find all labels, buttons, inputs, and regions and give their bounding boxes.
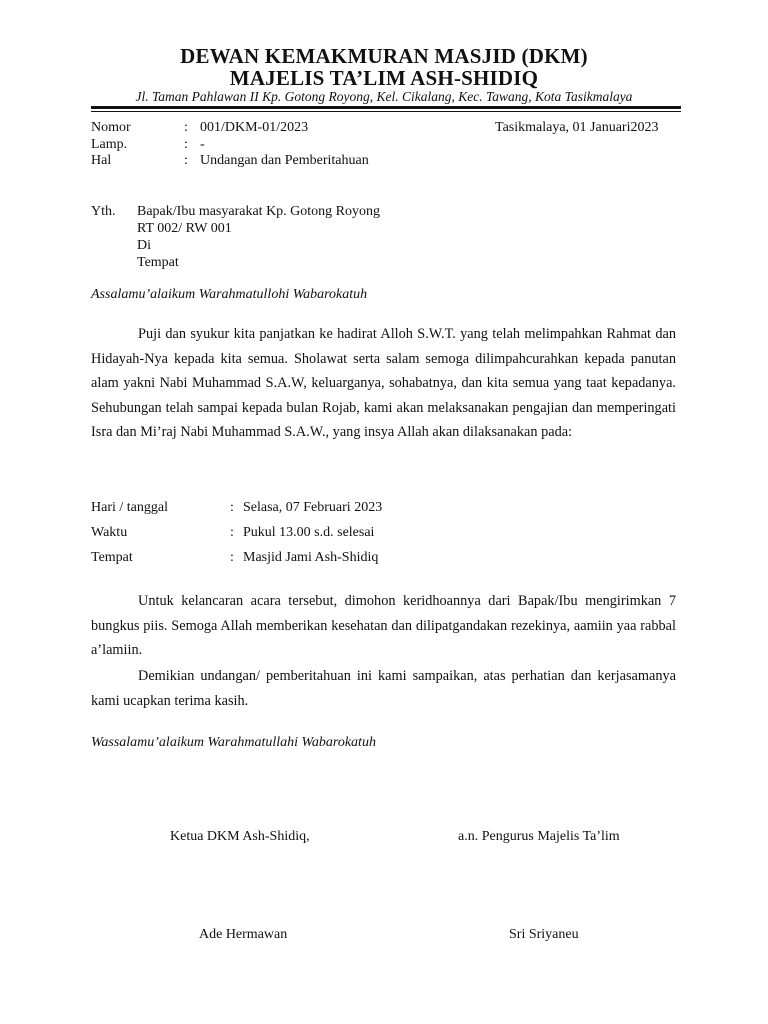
event-date-colon: : — [230, 500, 234, 515]
nomor-label: Nomor — [91, 120, 131, 135]
event-date-value: Selasa, 07 Februari 2023 — [243, 500, 383, 515]
recipient-line-2: RT 002/ RW 001 — [137, 221, 232, 236]
event-date-label: Hari / tanggal — [91, 500, 168, 515]
signature-left-name: Ade Hermawan — [199, 927, 288, 942]
nomor-colon: : — [184, 120, 188, 135]
signature-right-title: a.n. Pengurus Majelis Ta’lim — [458, 829, 620, 844]
hal-value: Undangan dan Pemberitahuan — [200, 153, 369, 168]
letterhead-address: Jl. Taman Pahlawan II Kp. Gotong Royong, Kel. Cikalang, Kec. Tawang, Kota Tasikmalaya — [135, 89, 633, 104]
letterhead-divider-thin — [91, 111, 681, 112]
hal-label: Hal — [91, 153, 112, 168]
nomor-value: 001/DKM-01/2023 — [200, 120, 309, 135]
signature-left-title: Ketua DKM Ash-Shidiq, — [170, 829, 310, 844]
closing-greeting: Wassalamu’alaikum Warahmatullahi Wabarokatuh — [91, 735, 376, 750]
lamp-value: - — [200, 137, 205, 152]
recipient-line-4: Tempat — [137, 255, 179, 270]
opening-greeting: Assalamu’alaikum Warahmatullohi Wabarokatuh — [91, 287, 368, 302]
lamp-label: Lamp. — [91, 137, 128, 152]
body-paragraph-2: Untuk kelancaran acara tersebut, dimohon keridhoannya dari Bapak/Ibu mengirimkan 7 bungkus piis. Semoga Allah memberikan kesehatan dan dilipatgandakan rezekinya, aamiin yaa rabbal a’lamiin. — [91, 593, 676, 658]
letterhead-title: DEWAN KEMAKMURAN MASJID (DKM) — [180, 44, 588, 68]
event-place-value: Masjid Jami Ash-Shidiq — [243, 550, 379, 565]
event-time-value: Pukul 13.00 s.d. selesai — [243, 525, 375, 540]
event-place-colon: : — [230, 550, 234, 565]
event-time-label: Waktu — [91, 525, 128, 540]
signature-right-name: Sri Sriyaneu — [509, 927, 579, 942]
recipient-line-3: Di — [137, 238, 151, 253]
body-paragraph-3: Demikian undangan/ pemberitahuan ini kami sampaikan, atas perhatian dan kerjasamanya kami ucapkan terima kasih. — [91, 668, 676, 709]
hal-colon: : — [184, 153, 188, 168]
letterhead-divider-thick — [91, 106, 681, 109]
letterhead-subtitle: MAJELIS TA’LIM ASH-SHIDIQ — [229, 66, 539, 90]
body-paragraph-1: Puji dan syukur kita panjatkan ke hadirat Alloh S.W.T. yang telah melimpahkan Rahmat dan Hidayah-Nya kepada kita semua. Sholawat serta salam semoga dilimpahcurahkan kepada panutan alam yakni Nabi Muhammad S.A.W, keluarganya, sohabatnya, dan kita semua yang taat kepadanya. Sehubungan telah sampai kepada bulan Rojab, kami akan melaksanakan pengajian dan memperingati Isra dan Mi’raj Nabi Muhammad S.A.W., yang insya Allah akan dilaksanakan pada: — [91, 326, 676, 440]
place-date: Tasikmalaya, 01 Januari2023 — [495, 120, 659, 135]
event-time-colon: : — [230, 525, 234, 540]
event-place-label: Tempat — [91, 550, 133, 565]
recipient-prefix: Yth. — [91, 204, 116, 219]
recipient-line-1: Bapak/Ibu masyarakat Kp. Gotong Royong — [137, 204, 381, 219]
lamp-colon: : — [184, 137, 188, 152]
